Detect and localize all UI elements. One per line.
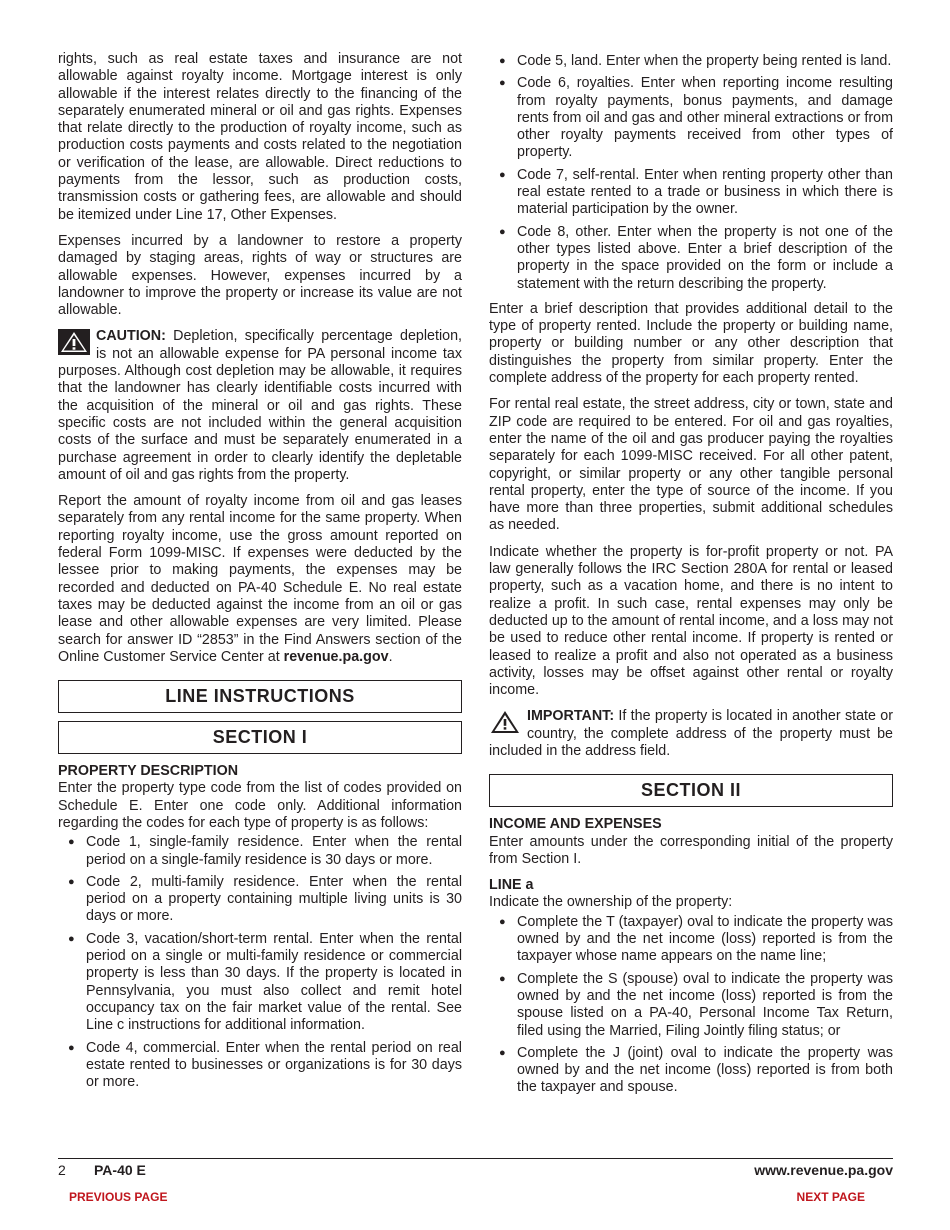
next-page-link[interactable]: NEXT PAGE — [796, 1190, 865, 1204]
list-item-code-4: ● Code 4, commercial. Enter when the rental period on real estate rented to businesses or organizations is for 30 days or more. — [58, 1040, 462, 1092]
caution-text: Depletion, specifically percentage depletion, is not an allowable expense for PA personal income tax purposes. Although cost depletion may be allowable, it requires that the landowner has clearly identifiable costs incurred with the acquisition of the mineral or oil and gas rights. These specific costs are not included within the general acquisition costs of the surface and must be separately enumerated in a purchase agreement in order to clearly identify the depletable amount of oil and gas rights from the property. — [58, 328, 462, 483]
footer-url-link[interactable]: www.revenue.pa.gov — [754, 1162, 893, 1178]
form-name: PA-40 E — [94, 1162, 146, 1178]
paragraph-address-requirements: For rental real estate, the street address, city or town, state and ZIP code are required to be entered. For oil and gas royalties, enter the name of the oil and gas producer paying the royalties separately for each 1099-MISC received. For all other patent, copyright, or similar property or any other tangible personal rental property, enter the type of source of the income. If you have more than three properties, submit additional schedules as needed. — [489, 396, 893, 534]
paragraph-property-codes-intro: Enter the property type code from the list of codes provided on Schedule E. Enter one code only. Additional information regarding the codes for each type of property is as follows: — [58, 780, 462, 831]
section-2-heading: SECTION II — [489, 774, 893, 807]
paragraph-brief-description: Enter a brief description that provides additional detail to the type of property rented. Include the property or building name, property or building number or any other description that distinguishes the property from similar property. Enter the complete address of the property for each property rented. — [489, 300, 893, 387]
paragraph-ownership-intro: Indicate the ownership of the property: — [489, 894, 733, 911]
previous-page-link[interactable]: PREVIOUS PAGE — [69, 1190, 168, 1204]
paragraph-landowner-expenses: Expenses incurred by a landowner to restore a property damaged by staging areas, rights of way or structures are allowable expenses. However, expenses incurred by a landowner to improve the property or increase its value are not allowable. — [58, 232, 462, 319]
list-item-taxpayer: ● Complete the T (taxpayer) oval to indicate the property was owned by and the net income (loss) reported is from the taxpayer whose name appears on the name line; — [489, 914, 893, 966]
list-item-code-8: ● Code 8, other. Enter when the property is not one of the other types listed above. Enter a brief description of the property in the space provided on the form or include a statement with the return describing the property. — [489, 224, 893, 293]
list-item-code-7: ● Code 7, self-rental. Enter when renting property other than real estate rented to a trade or business in which there is material participation by the owner. — [489, 167, 893, 219]
list-item-code-6: ● Code 6, royalties. Enter when reporting income resulting from royalty payments, bonus payments, and damage rents from oil and gas and other mineral extractions or from other royalty payments received from other types of property. — [489, 75, 893, 161]
important-note — [489, 708, 893, 760]
paragraph-enter-amounts: Enter amounts under the corresponding initial of the property from Section I. — [489, 833, 893, 867]
caution-warning-icon — [58, 329, 90, 355]
line-instructions-heading: LINE INSTRUCTIONS — [58, 680, 462, 713]
left-column — [58, 51, 462, 1099]
paragraph-royalty-expenses: rights, such as real estate taxes and insurance are not allowable against royalty income. Mortgage interest is only allowable if the interest relates directly to the financing of the separately enumerated mineral or oil and gas rights. Expenses that relate directly to the production of royalty income, such as production costs payments and costs related to the negotiation or verification of the lease, are allowable. Direct reductions to payments from the lessor, such as production costs, transmission costs or gathering fees, are allowable and should be itemized under Line 17, Other Expenses. — [58, 51, 462, 223]
right-column — [489, 53, 893, 1105]
list-item-spouse: ● Complete the S (spouse) oval to indicate the property was owned by and the net income (loss) reported is from the spouse listed on a PA-40, Personal Income Tax Return, filed using the Married, Filing Jointly filing status; or — [489, 971, 893, 1040]
list-item-code-2: ● Code 2, multi-family residence. Enter when the rental period on a property containing multiple living units is 30 days or more. — [58, 874, 462, 926]
caution-note — [58, 328, 462, 484]
line-a-heading: LINE a — [489, 877, 534, 894]
list-item-code-5: ● Code 5, land. Enter when the property being rented is land. — [489, 53, 893, 70]
paragraph-for-profit: Indicate whether the property is for-profit property or not. PA law generally follows the IRC Section 280A for rental or leased property, such as a vacation home, and there is no intent to realize a profit. In such case, rental expenses may only be deducted up to the amount of rental income, and a loss may not be used to reduce other rental income. If property is rented or leased to realize a profit and also not operated as a business activity, losses may be offset against other rental or royalty income. — [489, 543, 893, 699]
revenue-link[interactable]: revenue.pa.gov — [283, 648, 389, 665]
list-item-code-3: ● Code 3, vacation/short-term rental. Enter when the rental period on a single or multi-family residence or commercial property is less than 30 days. If the property is located in Pennsylvania, you must also collect and remit hotel occupancy tax on the fair market value of the rental. See Line c instructions for additional information. — [58, 931, 462, 1035]
important-warning-icon — [489, 709, 521, 735]
royalty-reporting-end: . — [388, 648, 393, 665]
important-label: IMPORTANT: — [527, 708, 615, 725]
property-description-heading: PROPERTY DESCRIPTION — [58, 763, 239, 780]
important-text: If the property is located in another state or country, the complete address of the property must be included in the address field. — [489, 708, 893, 759]
property-code-list-2 — [489, 53, 893, 293]
paragraph-royalty-reporting — [58, 493, 462, 666]
list-item-code-1: ● Code 1, single-family residence. Enter when the rental period on a single-family residence is 30 days or more. — [58, 834, 462, 869]
list-item-joint: ● Complete the J (joint) oval to indicate the property was owned by and the net income (loss) reported is from both the taxpayer and spouse. — [489, 1045, 893, 1097]
page-number: 2 — [58, 1162, 66, 1178]
income-expenses-heading: INCOME AND EXPENSES — [489, 816, 662, 833]
caution-label: CAUTION: — [96, 328, 166, 345]
royalty-reporting-text: Report the amount of royalty income from oil and gas leases separately from any rental income for the same property. When reporting royalty income, use the gross amount reported on federal Form 1099-MISC. If expenses were deducted by the lessee prior to making payments, the expenses may be recorded and deducted on PA-40 Schedule E. No real estate taxes may be deducted against the income from an oil or gas lease and other allowable expenses are very limited. Please search for answer ID “2853” in the Find Answers section of the Online Customer Service Center at — [58, 493, 462, 665]
footer-divider — [58, 1158, 893, 1159]
section-1-heading: SECTION I — [58, 721, 462, 754]
ownership-list — [489, 914, 893, 1097]
property-code-list-1 — [58, 834, 462, 1091]
